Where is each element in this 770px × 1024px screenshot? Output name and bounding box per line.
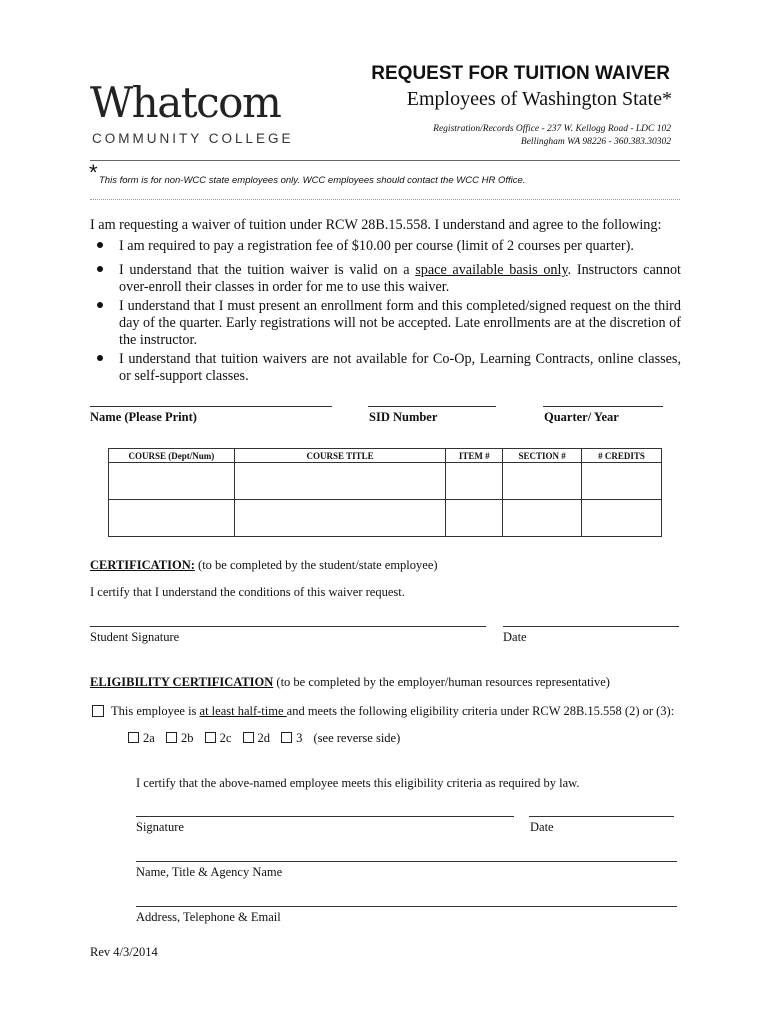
bullet-icon — [97, 355, 103, 361]
employer-name-line[interactable] — [136, 861, 677, 862]
half-time-checkbox[interactable] — [92, 705, 104, 717]
bullet-not-available: I understand that tuition waivers are not available for Co-Op, Learning Contracts, online classes, or self-support classes. — [119, 351, 681, 384]
col-course-dept: COURSE (Dept/Num) — [109, 449, 235, 463]
name-label: Name (Please Print) — [90, 410, 197, 424]
item-cell[interactable] — [446, 463, 503, 500]
course-title-cell[interactable] — [234, 463, 446, 500]
employer-signature-line[interactable] — [136, 816, 514, 817]
sid-input-line[interactable] — [368, 406, 496, 407]
credits-cell[interactable] — [582, 500, 662, 537]
option-2a[interactable]: 2a — [128, 731, 155, 745]
employer-date-label: Date — [530, 820, 554, 834]
col-course-title: COURSE TITLE — [234, 449, 446, 463]
employer-signature-label: Signature — [136, 820, 184, 834]
table-row — [109, 463, 662, 500]
certification-heading: CERTIFICATION: (to be completed by the student/state employee) — [90, 558, 438, 572]
sid-label: SID Number — [369, 410, 438, 424]
course-dept-cell[interactable] — [109, 500, 235, 537]
address-line-1: Registration/Records Office - 237 W. Kellogg Road - LDC 102 — [433, 124, 671, 134]
employer-name-label: Name, Title & Agency Name — [136, 865, 283, 879]
checkbox-icon[interactable] — [166, 732, 177, 743]
option-2b[interactable]: 2b — [166, 731, 194, 745]
form-title: REQUEST FOR TUITION WAIVER — [371, 63, 670, 84]
employer-address-line[interactable] — [136, 906, 677, 907]
student-date-line[interactable] — [503, 626, 679, 627]
form-subtitle: Employees of Washington State* — [406, 88, 672, 110]
bullet-icon — [97, 266, 103, 272]
checkbox-icon[interactable] — [243, 732, 254, 743]
revision-date: Rev 4/3/2014 — [90, 945, 158, 959]
option-2d[interactable]: 2d — [243, 731, 271, 745]
office-address — [340, 123, 671, 149]
eligibility-note: This form is for non-WCC state employees only. WCC employees should contact the WCC HR Office. — [99, 175, 526, 186]
col-section: SECTION # — [503, 449, 582, 463]
bullet-icon — [97, 302, 103, 308]
employer-address-label: Address, Telephone & Email — [136, 910, 281, 924]
bullet-registration-fee: I am required to pay a registration fee of $10.00 per course (limit of 2 courses per quarter). — [119, 238, 634, 254]
checkbox-icon[interactable] — [205, 732, 216, 743]
table-row — [109, 500, 662, 537]
eligibility-options — [128, 731, 400, 746]
half-time-emphasis: at least half-time — [199, 704, 287, 718]
intro-statement: I am requesting a waiver of tuition under RCW 28B.15.558. I understand and agree to the following: — [90, 217, 662, 233]
student-signature-label: Student Signature — [90, 630, 180, 644]
bullet-icon — [97, 242, 103, 248]
name-input-line[interactable] — [90, 406, 332, 407]
table-header-row — [109, 449, 662, 463]
certification-statement: I certify that I understand the conditions of this waiver request. — [90, 585, 405, 599]
item-cell[interactable] — [446, 500, 503, 537]
checkbox-icon[interactable] — [281, 732, 292, 743]
employer-date-line[interactable] — [529, 816, 674, 817]
section-cell[interactable] — [503, 463, 582, 500]
quarter-input-line[interactable] — [543, 406, 663, 407]
section-cell[interactable] — [503, 500, 582, 537]
student-date-label: Date — [503, 630, 527, 644]
college-logo-subtitle: COMMUNITY COLLEGE — [92, 131, 294, 146]
eligibility-heading: ELIGIBILITY CERTIFICATION (to be completed by the employer/human resources representative) — [90, 675, 610, 689]
col-credits: # CREDITS — [582, 449, 662, 463]
course-title-cell[interactable] — [234, 500, 446, 537]
option-3[interactable]: 3 — [281, 731, 302, 745]
employer-certify-statement: I certify that the above-named employee meets this eligibility criteria as required by law. — [136, 776, 580, 790]
bullet-enrollment-form: I understand that I must present an enrollment form and this completed/signed request on the third day of the quarter. Early registrations will not be accepted. Late enrollments are at the discretion of the instructor. — [119, 298, 681, 348]
note-divider — [90, 199, 680, 200]
col-item: ITEM # — [446, 449, 503, 463]
checkbox-icon[interactable] — [128, 732, 139, 743]
header-divider — [90, 160, 680, 161]
half-time-statement: This employee is at least half-time and meets the following eligibility criteria under RCW 28B.15.558 (2) or (3): — [111, 704, 675, 718]
space-available-emphasis: space available basis only — [415, 262, 568, 278]
bullet-space-available: I understand that the tuition waiver is valid on a space available basis only. Instructors cannot over-enroll their classes in order for me to use this waiver. — [119, 262, 682, 295]
college-logo-wordmark: Whatcom — [90, 78, 281, 127]
asterisk-marker: * — [89, 160, 98, 185]
option-2c[interactable]: 2c — [205, 731, 232, 745]
student-signature-line[interactable] — [90, 626, 486, 627]
address-line-2: Bellingham WA 98226 - 360.383.30302 — [520, 137, 671, 147]
reverse-side-note: (see reverse side) — [313, 731, 401, 745]
credits-cell[interactable] — [582, 463, 662, 500]
quarter-label: Quarter/ Year — [544, 410, 619, 424]
course-dept-cell[interactable] — [109, 463, 235, 500]
course-table — [108, 448, 662, 537]
